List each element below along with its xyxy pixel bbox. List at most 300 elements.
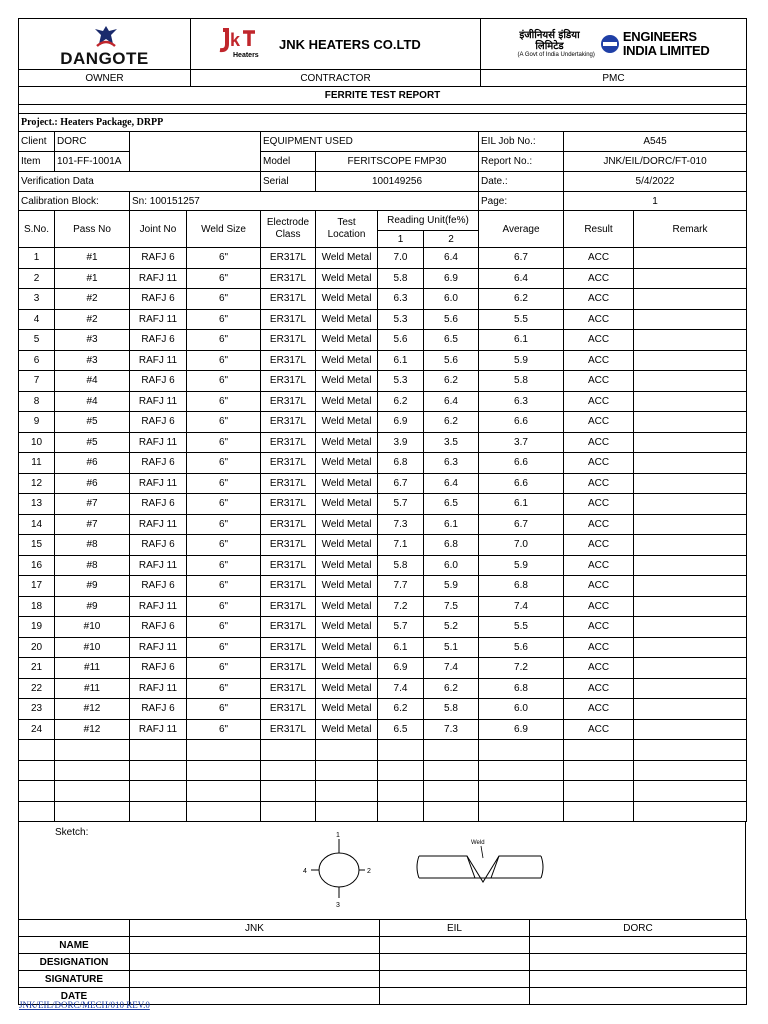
cell-pass: #10	[55, 637, 130, 658]
cell-test-location	[316, 781, 378, 802]
signoff-field[interactable]	[380, 988, 530, 1005]
cell-reading-2: 6.2	[424, 371, 479, 392]
signoff-field[interactable]	[380, 937, 530, 954]
cell-electrode: ER317L	[261, 535, 316, 556]
cell-weld-size: 6"	[187, 576, 261, 597]
cell-pass: #8	[55, 535, 130, 556]
table-row	[19, 555, 747, 576]
pmc-logo-sub: (A Govt of India Undertaking)	[517, 52, 595, 58]
cell-weld-size: 6"	[187, 330, 261, 351]
table-row	[19, 781, 747, 802]
signoff-field[interactable]	[130, 971, 380, 988]
cell-remark	[634, 699, 747, 720]
cell-remark	[634, 432, 747, 453]
signoff-field[interactable]	[530, 954, 747, 971]
cell-remark	[634, 658, 747, 679]
sketch-weld-label: Weld	[471, 840, 485, 846]
signoff-table	[18, 919, 747, 1005]
cell-result: ACC	[564, 330, 634, 351]
cell-electrode: ER317L	[261, 678, 316, 699]
col-test-line1: Test	[337, 217, 356, 228]
cell-joint	[130, 740, 187, 761]
cell-remark	[634, 801, 747, 822]
cell-sno: 15	[19, 535, 55, 556]
cell-reading-1: 5.3	[378, 371, 424, 392]
cell-reading-1	[378, 801, 424, 822]
table-row	[19, 801, 747, 822]
cell-pass: #9	[55, 596, 130, 617]
cell-average	[479, 781, 564, 802]
cell-sno: 12	[19, 473, 55, 494]
cell-result: ACC	[564, 514, 634, 535]
cell-remark	[634, 719, 747, 740]
sketch-label: Sketch:	[55, 827, 89, 838]
table-row	[19, 637, 747, 658]
cell-electrode: ER317L	[261, 617, 316, 638]
cell-sno	[19, 760, 55, 781]
col-pass: Pass No	[55, 211, 130, 248]
cell-electrode: ER317L	[261, 248, 316, 269]
signoff-col-eil: EIL	[380, 920, 530, 937]
table-row	[19, 350, 747, 371]
cell-reading-2: 5.9	[424, 576, 479, 597]
cell-weld-size: 6"	[187, 268, 261, 289]
contractor-logo	[191, 19, 481, 70]
report-label: Report No.:	[479, 152, 564, 172]
cell-average: 6.1	[479, 330, 564, 351]
cell-reading-1	[378, 740, 424, 761]
cell-test-location: Weld Metal	[316, 514, 378, 535]
cell-reading-1: 6.3	[378, 289, 424, 310]
cell-reading-1: 6.1	[378, 350, 424, 371]
cell-average: 5.9	[479, 350, 564, 371]
client-value: DORC	[55, 132, 130, 152]
table-row	[19, 453, 747, 474]
cell-pass: #8	[55, 555, 130, 576]
cell-remark	[634, 350, 747, 371]
cell-electrode: ER317L	[261, 330, 316, 351]
table-row	[19, 678, 747, 699]
cell-test-location: Weld Metal	[316, 699, 378, 720]
cell-electrode: ER317L	[261, 371, 316, 392]
cell-weld-size: 6"	[187, 658, 261, 679]
cell-reading-2: 7.5	[424, 596, 479, 617]
cell-test-location: Weld Metal	[316, 473, 378, 494]
cell-weld-size: 6"	[187, 699, 261, 720]
cell-test-location: Weld Metal	[316, 637, 378, 658]
cell-test-location: Weld Metal	[316, 432, 378, 453]
pmc-logo-english-1: ENGINEERS	[622, 29, 697, 44]
cell-sno: 22	[19, 678, 55, 699]
cell-electrode: ER317L	[261, 699, 316, 720]
table-row	[19, 760, 747, 781]
cell-joint: RAFJ 6	[130, 535, 187, 556]
cell-pass: #9	[55, 576, 130, 597]
cell-reading-1: 5.6	[378, 330, 424, 351]
cell-sno: 8	[19, 391, 55, 412]
cell-weld-size: 6"	[187, 719, 261, 740]
cell-joint: RAFJ 11	[130, 350, 187, 371]
col-average: Average	[479, 211, 564, 248]
cell-pass: #1	[55, 248, 130, 269]
owner-label: OWNER	[19, 70, 191, 87]
cell-average: 6.7	[479, 514, 564, 535]
cell-test-location: Weld Metal	[316, 330, 378, 351]
col-sno: S.No.	[19, 211, 55, 248]
cell-test-location: Weld Metal	[316, 371, 378, 392]
project-title: Project.: Heaters Package, DRPP	[19, 114, 747, 132]
cell-pass: #3	[55, 350, 130, 371]
cell-weld-size: 6"	[187, 596, 261, 617]
cell-test-location	[316, 801, 378, 822]
cell-sno: 20	[19, 637, 55, 658]
cell-result: ACC	[564, 432, 634, 453]
pmc-logo-english-2: INDIA LIMITED	[622, 43, 710, 58]
cell-weld-size	[187, 740, 261, 761]
cell-result	[564, 760, 634, 781]
cell-reading-1: 6.5	[378, 719, 424, 740]
cell-reading-2: 5.1	[424, 637, 479, 658]
signoff-row-date: DATE	[19, 988, 130, 1005]
signoff-row-signature: SIGNATURE	[19, 971, 130, 988]
sketch-pos-4: 4	[303, 868, 307, 875]
contractor-label: CONTRACTOR	[191, 70, 481, 87]
cell-remark	[634, 330, 747, 351]
cell-reading-1	[378, 781, 424, 802]
cell-reading-1: 5.8	[378, 268, 424, 289]
table-row	[19, 248, 747, 269]
page-value: 1	[564, 192, 747, 211]
cell-sno: 14	[19, 514, 55, 535]
cell-reading-1: 5.8	[378, 555, 424, 576]
report-value: JNK/EIL/DORC/FT-010	[564, 152, 747, 172]
cell-result: ACC	[564, 453, 634, 474]
cell-remark	[634, 637, 747, 658]
signoff-field[interactable]	[130, 988, 380, 1005]
cell-remark	[634, 760, 747, 781]
eil-globe-icon	[600, 34, 620, 54]
cell-electrode: ER317L	[261, 391, 316, 412]
cell-result: ACC	[564, 719, 634, 740]
cell-joint	[130, 781, 187, 802]
signoff-field[interactable]	[130, 954, 380, 971]
cell-result: ACC	[564, 391, 634, 412]
cell-result: ACC	[564, 248, 634, 269]
cell-sno: 24	[19, 719, 55, 740]
cell-weld-size: 6"	[187, 432, 261, 453]
cell-weld-size	[187, 801, 261, 822]
cell-remark	[634, 473, 747, 494]
cell-reading-2: 3.5	[424, 432, 479, 453]
cell-reading-1: 6.9	[378, 658, 424, 679]
cell-joint: RAFJ 11	[130, 391, 187, 412]
client-blank	[130, 132, 261, 172]
cell-pass: #11	[55, 658, 130, 679]
sketch-pos-2: 2	[367, 868, 371, 875]
cell-result	[564, 781, 634, 802]
cell-sno	[19, 801, 55, 822]
cell-remark	[634, 371, 747, 392]
cell-sno: 18	[19, 596, 55, 617]
report-page	[18, 18, 746, 1005]
dangote-eagle-icon	[93, 24, 119, 48]
cell-reading-2: 6.4	[424, 391, 479, 412]
cell-electrode: ER317L	[261, 289, 316, 310]
cell-joint: RAFJ 11	[130, 678, 187, 699]
cell-weld-size: 6"	[187, 473, 261, 494]
cell-electrode: ER317L	[261, 637, 316, 658]
cell-test-location: Weld Metal	[316, 555, 378, 576]
signoff-field[interactable]	[380, 954, 530, 971]
cell-electrode: ER317L	[261, 453, 316, 474]
cell-pass: #6	[55, 453, 130, 474]
cell-electrode: ER317L	[261, 309, 316, 330]
equipment-label: EQUIPMENT USED	[261, 132, 479, 152]
cell-average: 5.5	[479, 309, 564, 330]
cell-joint: RAFJ 11	[130, 514, 187, 535]
cell-remark	[634, 617, 747, 638]
cell-electrode: ER317L	[261, 514, 316, 535]
col-electrode-line1: Electrode	[266, 217, 310, 228]
cell-reading-2: 7.3	[424, 719, 479, 740]
cell-test-location: Weld Metal	[316, 596, 378, 617]
cell-weld-size: 6"	[187, 391, 261, 412]
cell-result	[564, 801, 634, 822]
cell-weld-size: 6"	[187, 248, 261, 269]
col-joint: Joint No	[130, 211, 187, 248]
cell-joint: RAFJ 6	[130, 699, 187, 720]
cell-average: 6.1	[479, 494, 564, 515]
model-label: Model	[261, 152, 316, 172]
cell-sno: 9	[19, 412, 55, 433]
cell-pass: #4	[55, 391, 130, 412]
table-row	[19, 719, 747, 740]
cell-remark	[634, 391, 747, 412]
signoff-field[interactable]	[530, 937, 747, 954]
signoff-col-jnk: JNK	[130, 920, 380, 937]
pmc-logo-hindi: इंजीनियर्स इंडिया लिमिटेड	[519, 30, 580, 52]
cell-joint	[130, 760, 187, 781]
cell-weld-size: 6"	[187, 535, 261, 556]
cell-test-location: Weld Metal	[316, 658, 378, 679]
cell-test-location: Weld Metal	[316, 289, 378, 310]
cell-sno: 21	[19, 658, 55, 679]
jnk-logo-sub: Heaters	[233, 52, 259, 59]
cell-weld-size: 6"	[187, 514, 261, 535]
sketch-pos-1: 1	[336, 832, 340, 839]
cell-electrode: ER317L	[261, 658, 316, 679]
cell-sno: 10	[19, 432, 55, 453]
cell-joint: RAFJ 6	[130, 658, 187, 679]
cell-weld-size: 6"	[187, 289, 261, 310]
cell-reading-1: 6.8	[378, 453, 424, 474]
cell-average: 6.6	[479, 473, 564, 494]
cell-test-location: Weld Metal	[316, 494, 378, 515]
cell-weld-size: 6"	[187, 371, 261, 392]
cell-test-location: Weld Metal	[316, 391, 378, 412]
date-label: Date.:	[479, 172, 564, 192]
table-row	[19, 576, 747, 597]
pmc-logo	[481, 19, 747, 70]
cell-result: ACC	[564, 350, 634, 371]
serial-value: 100149256	[316, 172, 479, 192]
cell-pass: #2	[55, 309, 130, 330]
cell-electrode: ER317L	[261, 350, 316, 371]
page-label: Page:	[479, 192, 564, 211]
verification-label: Verification Data	[19, 172, 261, 192]
cell-reading-2: 6.3	[424, 453, 479, 474]
client-label: Client	[19, 132, 55, 152]
cell-test-location: Weld Metal	[316, 453, 378, 474]
cell-weld-size: 6"	[187, 412, 261, 433]
cell-sno	[19, 781, 55, 802]
cell-pass	[55, 781, 130, 802]
cell-joint: RAFJ 6	[130, 453, 187, 474]
cell-joint: RAFJ 6	[130, 248, 187, 269]
cell-test-location: Weld Metal	[316, 268, 378, 289]
cell-remark	[634, 535, 747, 556]
table-row	[19, 330, 747, 351]
col-reading-1: 1	[378, 231, 424, 248]
table-row	[19, 473, 747, 494]
contractor-name: JNK HEATERS CO.LTD	[279, 36, 421, 52]
cell-electrode	[261, 740, 316, 761]
cell-pass: #1	[55, 268, 130, 289]
cell-average: 7.4	[479, 596, 564, 617]
cell-joint: RAFJ 11	[130, 555, 187, 576]
cell-remark	[634, 781, 747, 802]
cell-reading-1	[378, 760, 424, 781]
signoff-field[interactable]	[130, 937, 380, 954]
cell-reading-2: 6.5	[424, 494, 479, 515]
cell-electrode	[261, 781, 316, 802]
serial-label: Serial	[261, 172, 316, 192]
col-test-line2: Location	[327, 229, 366, 240]
table-row	[19, 432, 747, 453]
cell-reading-2: 6.4	[424, 248, 479, 269]
jnk-logo-mark	[217, 26, 271, 62]
model-value: FERITSCOPE FMP30	[316, 152, 479, 172]
cell-average: 6.0	[479, 699, 564, 720]
cell-joint: RAFJ 6	[130, 576, 187, 597]
signoff-field[interactable]	[380, 971, 530, 988]
cell-weld-size	[187, 781, 261, 802]
cell-joint: RAFJ 6	[130, 330, 187, 351]
cell-pass: #7	[55, 514, 130, 535]
cell-reading-2	[424, 740, 479, 761]
cell-average: 6.7	[479, 248, 564, 269]
cell-reading-1: 7.4	[378, 678, 424, 699]
sketch-area	[19, 822, 746, 920]
calibration-label: Calibration Block:	[19, 192, 130, 211]
cell-reading-1: 6.2	[378, 699, 424, 720]
table-row	[19, 699, 747, 720]
signoff-row-designation: DESIGNATION	[19, 954, 130, 971]
cell-test-location: Weld Metal	[316, 535, 378, 556]
report-title: FERRITE TEST REPORT	[19, 87, 747, 105]
cell-electrode: ER317L	[261, 268, 316, 289]
cell-reading-2: 6.8	[424, 535, 479, 556]
signoff-field[interactable]	[530, 971, 747, 988]
cell-weld-size: 6"	[187, 678, 261, 699]
cell-test-location: Weld Metal	[316, 719, 378, 740]
cell-pass: #3	[55, 330, 130, 351]
cell-electrode: ER317L	[261, 596, 316, 617]
signoff-field[interactable]	[530, 988, 747, 1005]
cell-remark	[634, 514, 747, 535]
cell-sno: 3	[19, 289, 55, 310]
col-test-location	[316, 211, 378, 248]
calibration-value: Sn: 100151257	[130, 192, 479, 211]
cell-reading-1: 6.9	[378, 412, 424, 433]
cell-sno: 4	[19, 309, 55, 330]
owner-logo-text: DANGOTE	[60, 49, 149, 68]
cell-average: 5.9	[479, 555, 564, 576]
cell-reading-1: 6.2	[378, 391, 424, 412]
cell-test-location: Weld Metal	[316, 412, 378, 433]
cell-reading-1: 7.3	[378, 514, 424, 535]
sketch-pos-3: 3	[336, 902, 340, 909]
cell-reading-1: 6.7	[378, 473, 424, 494]
cell-reading-1: 5.7	[378, 494, 424, 515]
cell-average: 3.7	[479, 432, 564, 453]
cell-electrode: ER317L	[261, 473, 316, 494]
cell-weld-size: 6"	[187, 350, 261, 371]
cell-result: ACC	[564, 412, 634, 433]
cell-reading-1: 7.0	[378, 248, 424, 269]
cell-pass	[55, 801, 130, 822]
cell-average: 6.6	[479, 412, 564, 433]
cell-electrode: ER317L	[261, 412, 316, 433]
cell-sno: 17	[19, 576, 55, 597]
cell-remark	[634, 494, 747, 515]
owner-logo	[19, 19, 191, 70]
cell-electrode: ER317L	[261, 432, 316, 453]
cell-average: 7.2	[479, 658, 564, 679]
job-label: EIL Job No.:	[479, 132, 564, 152]
svg-text:k: k	[230, 30, 241, 50]
cell-pass: #12	[55, 699, 130, 720]
table-row	[19, 391, 747, 412]
cell-reading-2: 6.4	[424, 473, 479, 494]
item-label: Item	[19, 152, 55, 172]
cell-pass: #12	[55, 719, 130, 740]
cell-joint: RAFJ 11	[130, 596, 187, 617]
cell-pass	[55, 760, 130, 781]
cell-reading-2: 5.8	[424, 699, 479, 720]
cell-pass: #11	[55, 678, 130, 699]
info-table	[18, 131, 747, 211]
cell-average	[479, 801, 564, 822]
readings-body	[19, 248, 747, 822]
date-value: 5/4/2022	[564, 172, 747, 192]
cell-reading-1: 6.1	[378, 637, 424, 658]
cell-result: ACC	[564, 371, 634, 392]
cell-result: ACC	[564, 678, 634, 699]
cell-result: ACC	[564, 617, 634, 638]
table-row	[19, 535, 747, 556]
cell-pass: #6	[55, 473, 130, 494]
cell-sno: 23	[19, 699, 55, 720]
cell-electrode: ER317L	[261, 719, 316, 740]
cell-test-location	[316, 760, 378, 781]
cell-sno	[19, 740, 55, 761]
cell-remark	[634, 678, 747, 699]
cell-reading-2: 6.0	[424, 289, 479, 310]
cell-remark	[634, 268, 747, 289]
cell-remark	[634, 740, 747, 761]
signoff-col-dorc: DORC	[530, 920, 747, 937]
